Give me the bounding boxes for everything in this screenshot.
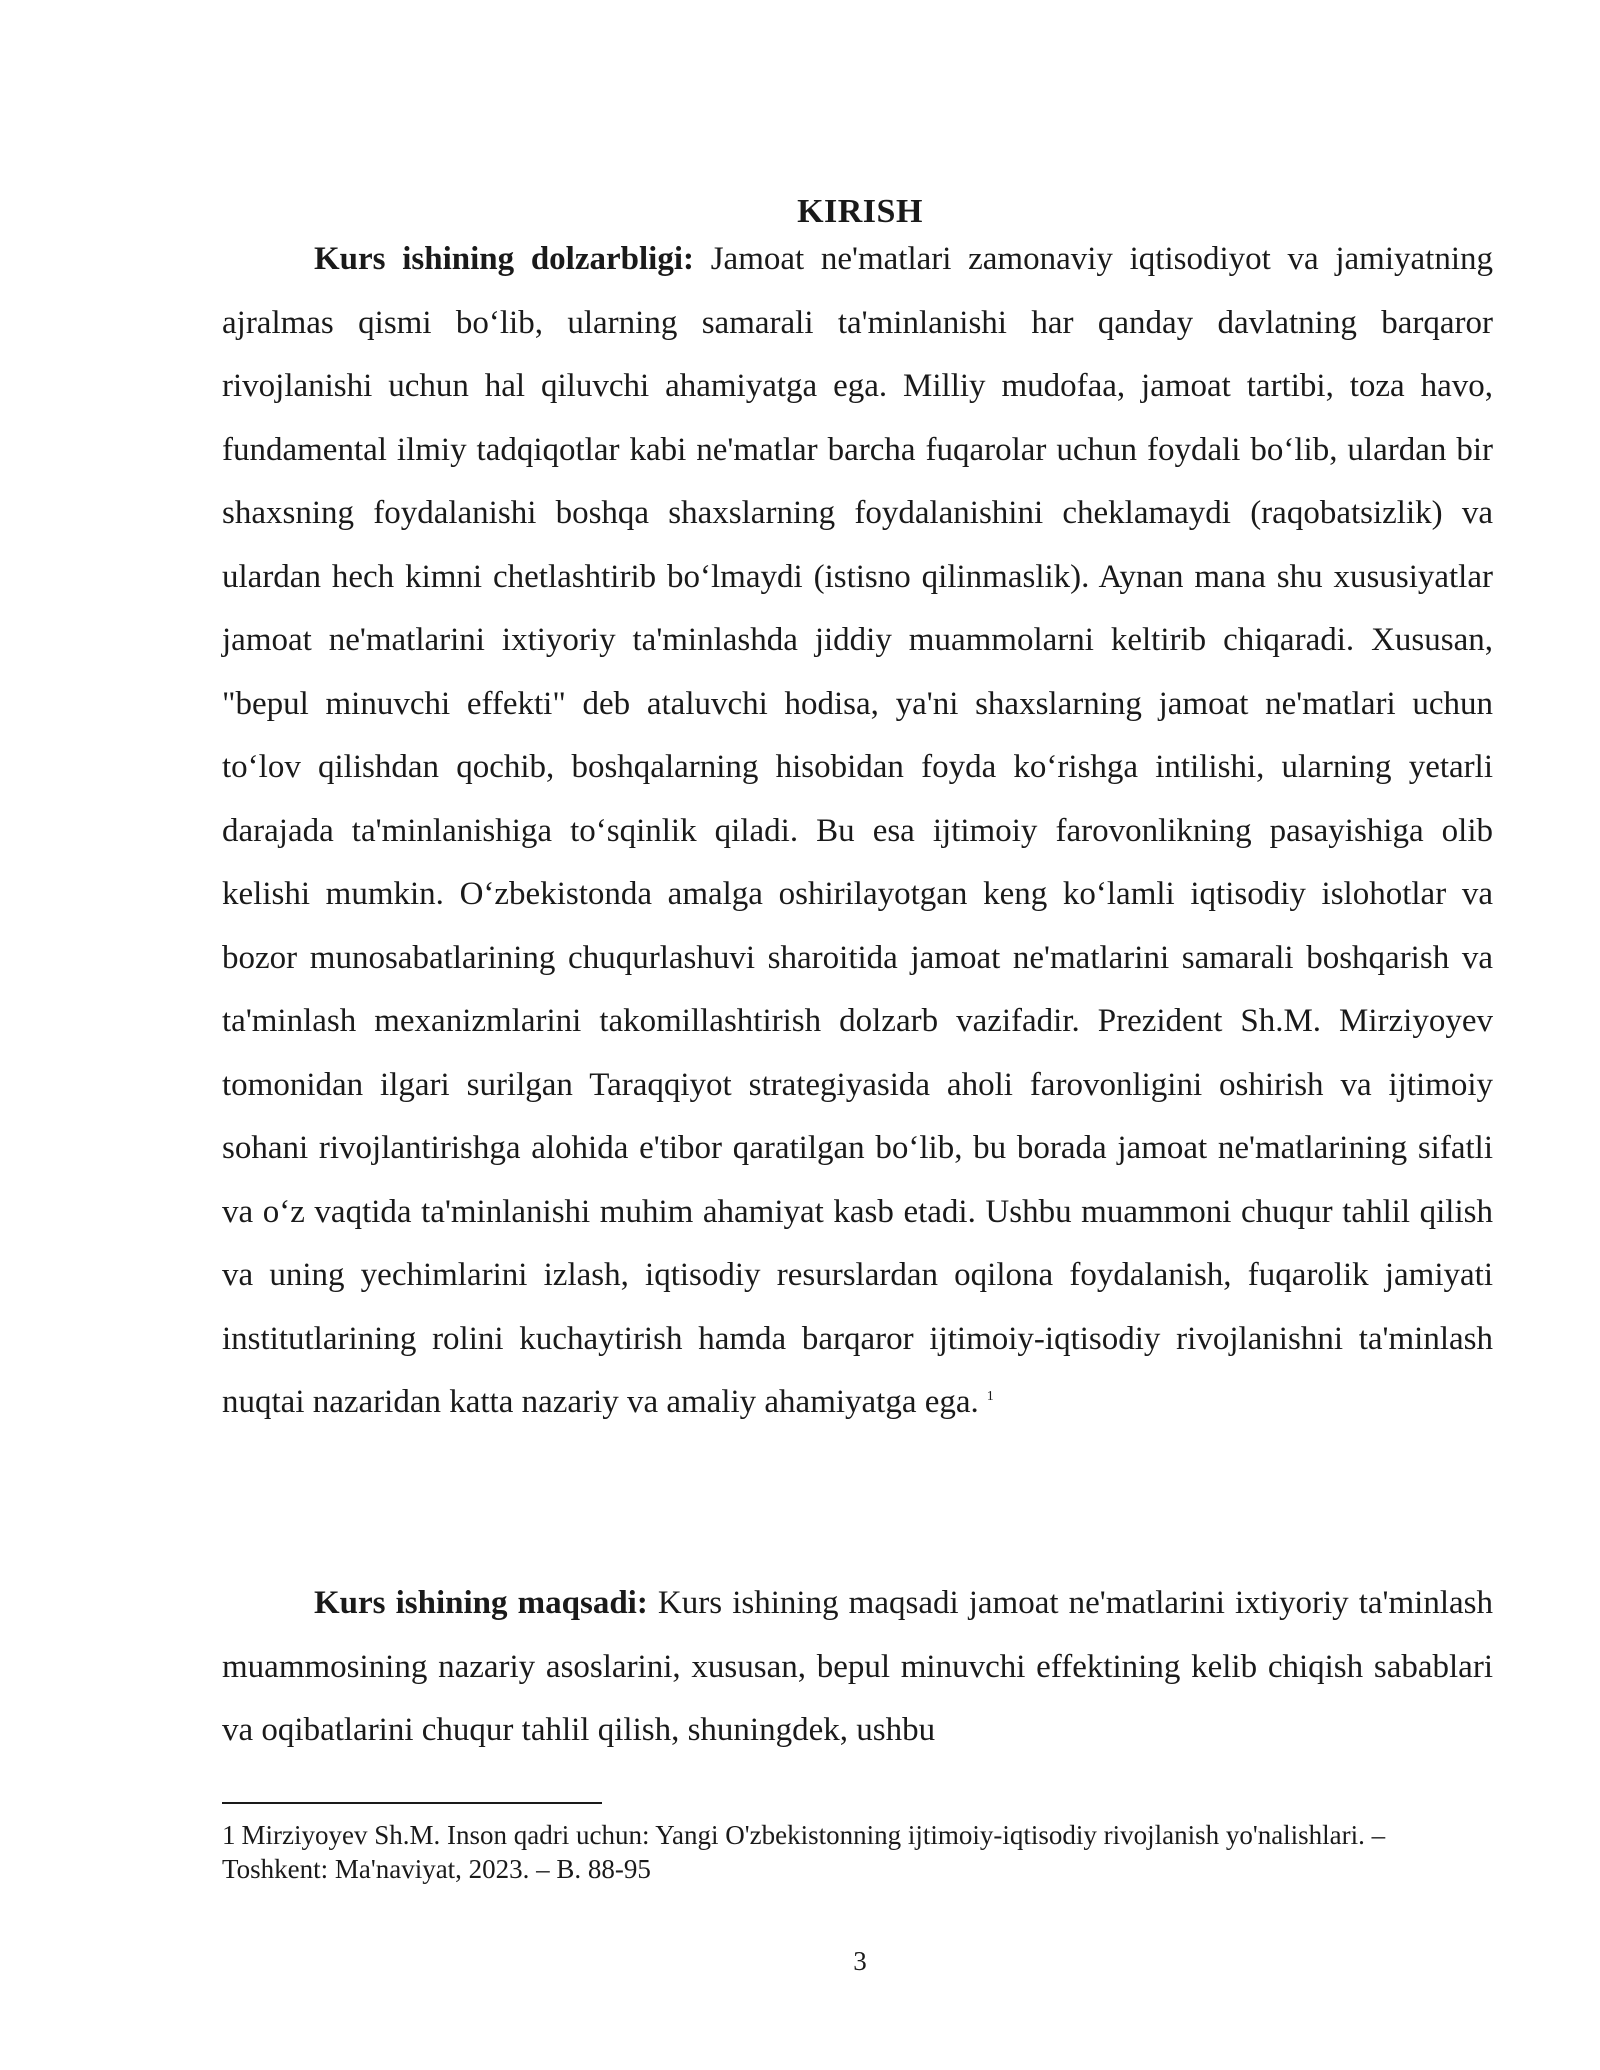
page-title: KIRISH: [797, 193, 923, 230]
paragraph-text-goal: Kurs ishining maqsadi jamoat ne'matlarini ixtiyoriy ta'minlash muammosining nazariy asoslarini, xususan, bepul minuvchi effektining kelib chiqish sabablari va oqibatlarini chuqur tahlil qilish, shuningdek, ushbu: [222, 1585, 1493, 1748]
page-number: 3: [853, 1946, 867, 1976]
footnote-reference[interactable]: 1: [986, 1389, 994, 1404]
footnote: [222, 1818, 1493, 1886]
paragraph-text-relevance: Jamoat ne'matlari zamonaviy iqtisodiyot va jamiyatning ajralmas qismi bo‘lib, ularning samarali ta'minlanishi har qanday davlatning barqaror rivojlanishi uchun hal qiluvchi ahamiyatga ega. Milliy mudofaa, jamoat tartibi, toza havo, fundamental ilmiy tadqiqotlar kabi ne'matlar barcha fuqarolar uchun foydali bo‘lib, ulardan bir shaxsning foydalanishi boshqa shaxslarning foydalanishini cheklamaydi (raqobatsizlik) va ulardan hech kimni chetlashtirib bo‘lmaydi (istisno qilinmaslik). Aynan mana shu xususiyatlar jamoat ne'matlarini ixtiyoriy ta'minlashda jiddiy muammolarni keltirib chiqaradi. Xususan, "bepul minuvchi effekti" deb ataluvchi hodisa, ya'ni shaxslarning jamoat ne'matlari uchun to‘lov qilishdan qochib, boshqalarning hisobidan foyda ko‘rishga intilishi, ularning yetarli darajada ta'minlanishiga to‘sqinlik qiladi. Bu esa ijtimoiy farovonlikning pasayishiga olib kelishi mumkin. O‘zbekistonda amalga oshirilayotgan keng ko‘lamli iqtisodiy islohotlar va bozor munosabatlarining chuqurlashuvi sharoitida jamoat ne'matlarini samarali boshqarish va ta'minlash mexanizmlarini takomillashtirish dolzarb vazifadir. Prezident Sh.M. Mirziyoyev tomonidan ilgari surilgan Taraqqiyot strategiyasida aholi farovonligini oshirish va ijtimoiy sohani rivojlantirishga alohida e'tibor qaratilgan bo‘lib, bu borada jamoat ne'matlarining sifatli va o‘z vaqtida ta'minlanishi muhim ahamiyat kasb etadi. Ushbu muammoni chuqur tahlil qilish va uning yechimlarini izlash, iqtisodiy resurslardan oqilona foydalanish, fuqarolik jamiyati institutlarining rolini kuchaytirish hamda barqaror ijtimoiy-iqtisodiy rivojlanishni ta'minlash nuqtai nazaridan katta nazariy va amaliy ahamiyatga ega.: [222, 241, 1493, 1420]
paragraph-lead-goal: Kurs ishining maqsadi:: [314, 1585, 648, 1621]
footnote-separator: [222, 1802, 602, 1804]
footnote-text: Mirziyoyev Sh.M. Inson qadri uchun: Yangi O'zbekistonning ijtimoiy-iqtisodiy rivojlanish yo'nalishlari. – Toshkent: Ma'naviyat, 2023. – B. 88-95: [222, 1820, 1386, 1884]
paragraph-relevance: [222, 228, 1493, 1435]
paragraph-lead-relevance: Kurs ishining dolzarbligi:: [314, 241, 694, 277]
paragraph-goal: [222, 1572, 1493, 1763]
footnote-number: 1: [222, 1820, 236, 1850]
